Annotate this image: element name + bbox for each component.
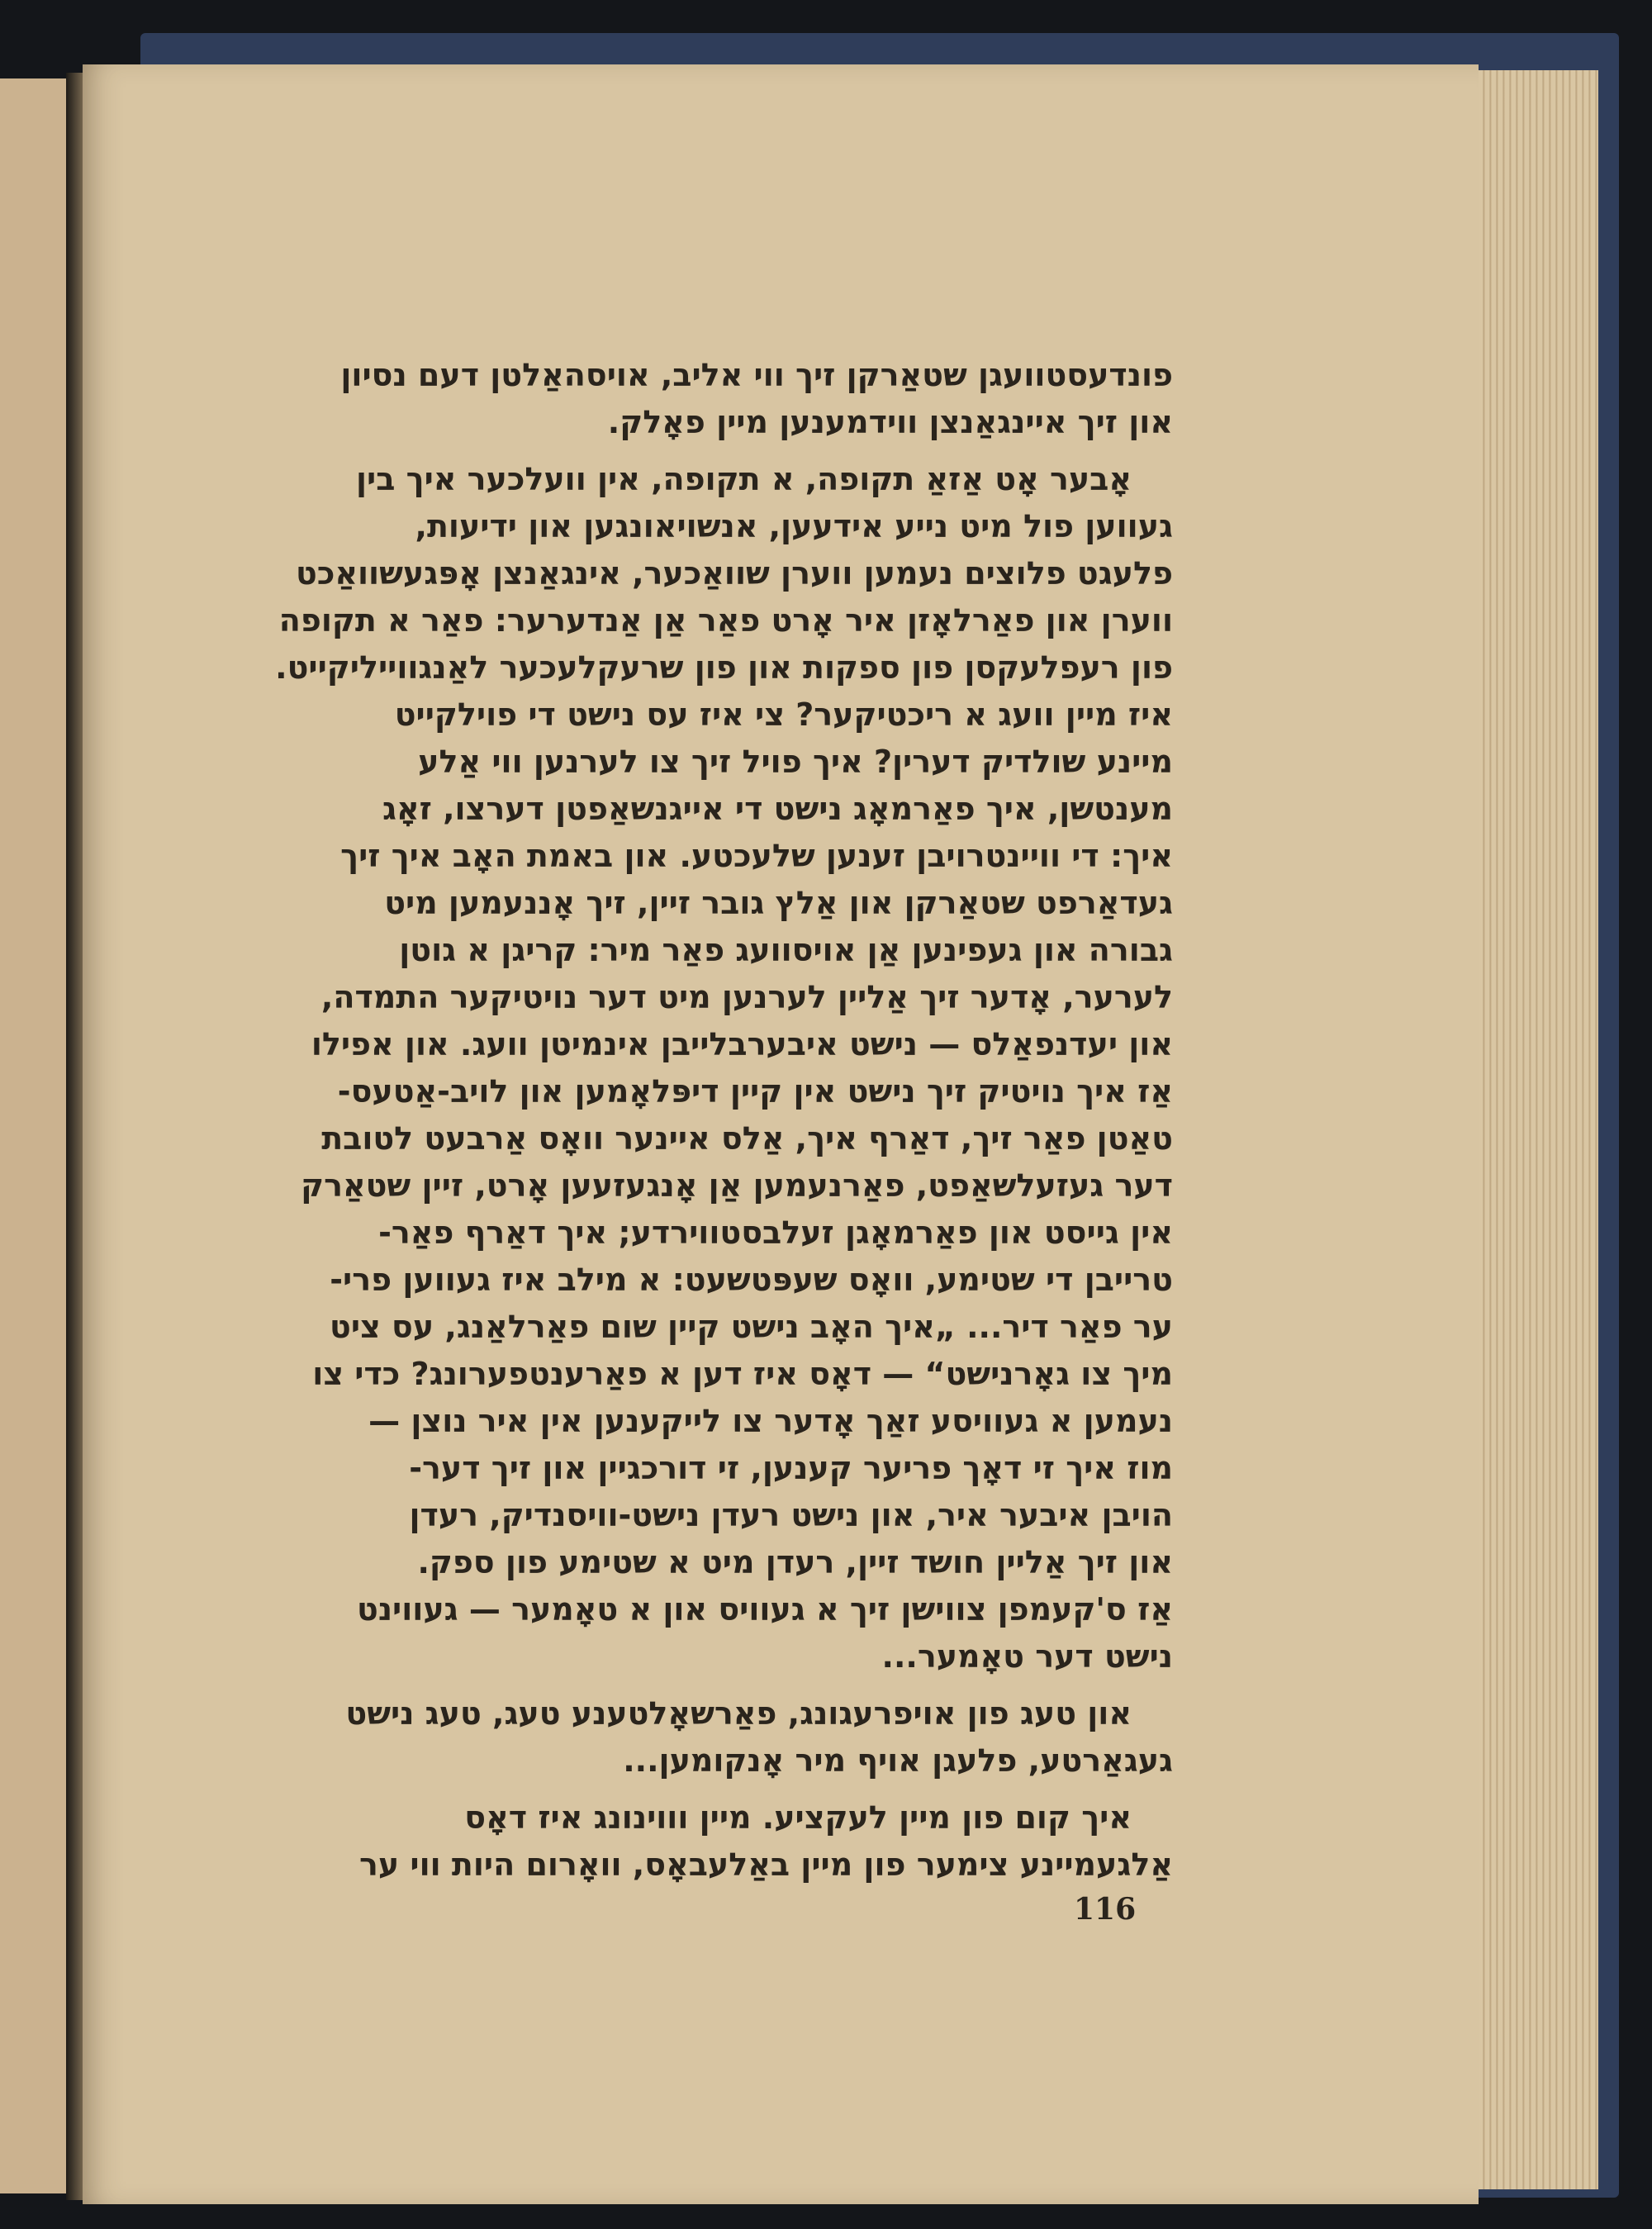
text-line: ער פאַר דיר... „איך האָב נישט קיין שום פאַרלאַנג, עס ציט xyxy=(330,1309,1173,1345)
text-line: פון רעפלעקסן פון ספקות און פון שרעקלעכער לאַנגווייליקייט. xyxy=(275,649,1173,686)
text-line: נעמען א געוויסע זאַך אָדער צו לייקענען אין איר נוצן — xyxy=(368,1403,1173,1439)
text-line: גבורה און געפינען אַן אויסוועג פאַר מיר: קריגן א גוטן xyxy=(399,932,1173,968)
text-line: און זיך אַליין חושד זיין, רעדן מיט א שטימע פון ספק. xyxy=(417,1544,1173,1580)
text-line: טרייבן די שטימע, וואָס שעפּטשעט: א מילב איז געווען פרי- xyxy=(330,1262,1173,1298)
text-line: אַז ס'קעמפן צווישן זיך א געוויס און א טאָמער — געווינט xyxy=(357,1591,1173,1628)
text-line: ווערן און פאַרלאָזן איר אָרט פאַר אַן אַנדערער: פאַר א תקופה xyxy=(278,602,1173,639)
page-text xyxy=(190,352,1173,1922)
paragraph-4 xyxy=(190,1794,1173,1889)
text-line: אָבער אָט אַזאַ תקופה, א תקופה, אין וועלכער איך בין xyxy=(355,461,1132,497)
text-line: פלעגט פלוצים נעמען ווערן שוואַכער, אינגאַנצן אָפּגעשוואַכט xyxy=(296,555,1173,592)
text-line: מענטשן, איך פאַרמאָג נישט די אייגנשאַפטן דערצו, זאָג xyxy=(382,791,1173,827)
text-line: און טעג פון אויפרעגונג, פאַרשאָלטענע טעג, טעג נישט xyxy=(345,1695,1132,1732)
text-line: פונדעסטוועגן שטאַרקן זיך ווי אליב, אויסהאַלטן דעם נסיון xyxy=(340,357,1173,393)
text-line: אַז איך נויטיק זיך נישט אין קיין דיפּלאָמען און לויב-אַטעס- xyxy=(337,1073,1173,1110)
text-line: דער געזעלשאַפט, פאַרנעמען אַן אָנגעזעען אָרט, זיין שטאַרק xyxy=(301,1167,1173,1204)
text-line: מוז איך זי דאָך פריער קענען, זי דורכגיין און זיך דער- xyxy=(409,1450,1173,1486)
text-line: און יעדנפאַלס — נישט איבערבלייבן אינמיטן וועג. און אפילו xyxy=(311,1026,1173,1062)
paragraph-1 xyxy=(190,352,1173,446)
text-line: געדאַרפט שטאַרקן און אַלץ גובר זיין, זיך אָננעמען מיט xyxy=(384,885,1173,921)
text-line: מיינע שולדיק דערין? איך פויל זיך צו לערנען ווי אַלע xyxy=(418,744,1173,780)
text-line: איך: די וויינטרויבן זענען שלעכטע. און באמת האָב איך זיך xyxy=(340,838,1173,874)
text-line: געווען פול מיט נייע אידעען, אנשויאונגען און ידיעות, xyxy=(415,508,1173,544)
text-line: איך קום פון מיין לעקציע. מיין וווינונג איז דאָס xyxy=(464,1799,1132,1836)
text-line: נישט דער טאָמער... xyxy=(881,1638,1173,1675)
text-line: אין גייסט און פאַרמאָגן זעלבסטווירדע; איך דאַרף פאַר- xyxy=(378,1214,1173,1251)
page-number: 116 xyxy=(1074,1892,1137,1927)
text-line: הויבן איבער איר, און נישט רעדן נישט-וויסנדיק, רעדן xyxy=(409,1497,1173,1533)
left-page-edge xyxy=(0,78,69,2193)
text-line: לערער, אָדער זיך אַליין לערנען מיט דער נויטיקער התמדה, xyxy=(320,979,1173,1015)
text-line: מיך צו גאָרנישט“ — דאָס איז דען א פאַרענטפערונג? כדי צו xyxy=(312,1356,1173,1392)
text-line: טאַטן פאַר זיך, דאַרף איך, אַלס איינער וואָס אַרבעט לטובת xyxy=(321,1120,1173,1157)
text-line: געגאַרטע, פלעגן אויף מיר אָנקומען... xyxy=(623,1742,1173,1779)
text-line: איז מיין וועג א ריכטיקער? צי איז עס נישט די פוילקייט xyxy=(394,696,1173,733)
paragraph-3 xyxy=(190,1690,1173,1785)
text-line: און זיך איינגאַנצן ווידמענען מיין פאָלק. xyxy=(607,404,1173,440)
text-line: אַלגעמיינע צימער פון מיין באַלעבאָס, וואָרום היות ווי ער xyxy=(359,1846,1173,1883)
paragraph-2 xyxy=(190,456,1173,1680)
